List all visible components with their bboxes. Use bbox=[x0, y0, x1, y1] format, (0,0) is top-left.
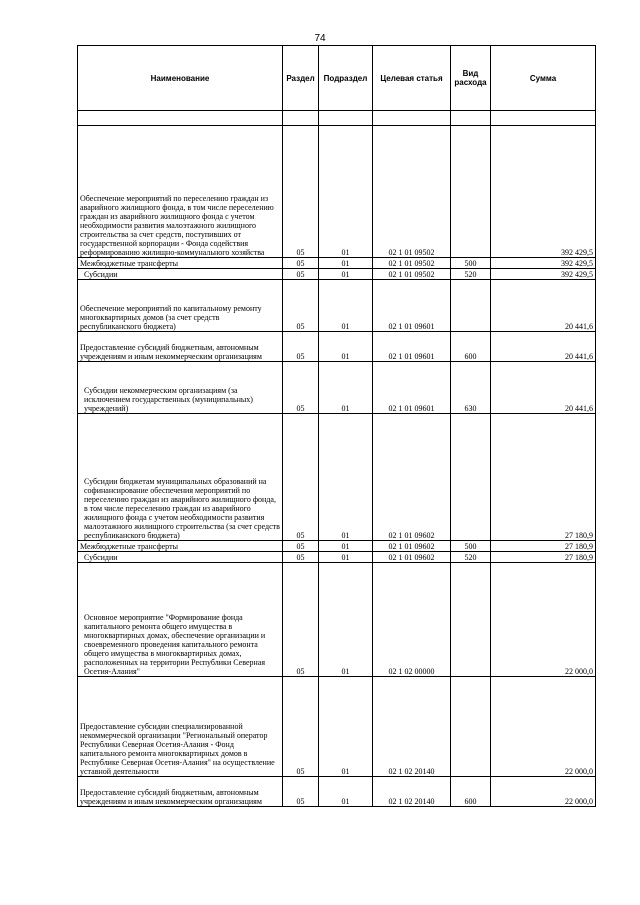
table-row bbox=[78, 541, 596, 552]
row-section-cell: 05 bbox=[283, 777, 319, 807]
row-name-cell: Межбюджетные трансферты bbox=[78, 541, 283, 552]
row-name-cell: Субсидии бюджетам муниципальных образований на софинансирование обеспечения мероприятий по переселению граждан из аварийного жилищного фонда, в том числе переселению граждан из аварийного жилищного фонда с учетом необходимости развития малоэтажного жилищного строительства (за счет средств республиканского бюджета) bbox=[78, 414, 283, 541]
row-expense-type-cell bbox=[451, 414, 491, 541]
header-spacer-row bbox=[78, 111, 596, 126]
header-subsection: Подраздел bbox=[319, 46, 373, 111]
row-amount-cell: 20 441,6 bbox=[491, 332, 596, 362]
row-subsection-cell: 01 bbox=[319, 541, 373, 552]
header-target: Целевая статья bbox=[373, 46, 451, 111]
row-target-cell: 02 1 02 00000 bbox=[373, 563, 451, 677]
row-amount-cell: 27 180,9 bbox=[491, 414, 596, 541]
row-amount-cell: 27 180,9 bbox=[491, 552, 596, 563]
row-subsection-cell: 01 bbox=[319, 563, 373, 677]
row-subsection-cell: 01 bbox=[319, 269, 373, 280]
table-row bbox=[78, 563, 596, 677]
row-expense-type-cell bbox=[451, 563, 491, 677]
row-name-cell: Предоставление субсидий бюджетным, автономным учреждениям и иным некоммерческим организациям bbox=[78, 777, 283, 807]
table-row bbox=[78, 552, 596, 563]
row-expense-type-cell bbox=[451, 280, 491, 332]
row-target-cell: 02 1 02 20140 bbox=[373, 677, 451, 777]
row-subsection-cell: 01 bbox=[319, 126, 373, 258]
header-name: Наименование bbox=[78, 46, 283, 111]
row-target-cell: 02 1 01 09601 bbox=[373, 332, 451, 362]
table-body bbox=[78, 126, 596, 807]
row-section-cell: 05 bbox=[283, 541, 319, 552]
row-target-cell: 02 1 01 09602 bbox=[373, 552, 451, 563]
table-row bbox=[78, 280, 596, 332]
table-row bbox=[78, 777, 596, 807]
header-amount: Сумма bbox=[491, 46, 596, 111]
row-subsection-cell: 01 bbox=[319, 414, 373, 541]
row-expense-type-cell: 500 bbox=[451, 258, 491, 269]
row-name-cell: Обеспечение мероприятий по капитальному ремонту многоквартирных домов (за счет средств республиканского бюджета) bbox=[78, 280, 283, 332]
row-target-cell: 02 1 01 09601 bbox=[373, 280, 451, 332]
row-section-cell: 05 bbox=[283, 362, 319, 414]
row-section-cell: 05 bbox=[283, 269, 319, 280]
row-name-cell: Предоставление субсидий бюджетным, автономным учреждениям и иным некоммерческим организациям bbox=[78, 332, 283, 362]
row-name-cell: Обеспечение мероприятий по переселению граждан из аварийного жилищного фонда, в том числе переселению граждан из аварийного жилищного фонда с учетом необходимости развития малоэтажного жилищного строительства за счет средств, поступивших от государственной корпорации - Фонда содействия реформированию жилищно-коммунального хозяйства bbox=[78, 126, 283, 258]
budget-table bbox=[77, 45, 596, 807]
row-section-cell: 05 bbox=[283, 677, 319, 777]
row-section-cell: 05 bbox=[283, 563, 319, 677]
row-subsection-cell: 01 bbox=[319, 777, 373, 807]
row-expense-type-cell: 600 bbox=[451, 777, 491, 807]
row-name-cell: Межбюджетные трансферты bbox=[78, 258, 283, 269]
row-section-cell: 05 bbox=[283, 280, 319, 332]
table-row bbox=[78, 126, 596, 258]
table-header-row bbox=[78, 46, 596, 111]
row-section-cell: 05 bbox=[283, 332, 319, 362]
row-name-cell: Субсидии bbox=[78, 269, 283, 280]
page-number: 74 bbox=[314, 33, 326, 44]
row-amount-cell: 20 441,6 bbox=[491, 280, 596, 332]
row-amount-cell: 20 441,6 bbox=[491, 362, 596, 414]
row-section-cell: 05 bbox=[283, 126, 319, 258]
table-row bbox=[78, 258, 596, 269]
row-amount-cell: 22 000,0 bbox=[491, 563, 596, 677]
row-subsection-cell: 01 bbox=[319, 280, 373, 332]
row-subsection-cell: 01 bbox=[319, 332, 373, 362]
row-amount-cell: 27 180,9 bbox=[491, 541, 596, 552]
row-amount-cell: 22 000,0 bbox=[491, 777, 596, 807]
row-name-cell: Предоставление субсидии специализированной некоммерческой организации "Региональный оператор Республики Северная Осетия-Алания - Фонд капитального ремонта многоквартирных домов в Республике Северная Осетия-Алания" на осуществление уставной деятельности bbox=[78, 677, 283, 777]
table-row bbox=[78, 414, 596, 541]
row-target-cell: 02 1 01 09502 bbox=[373, 269, 451, 280]
row-name-cell: Субсидии bbox=[78, 552, 283, 563]
row-amount-cell: 392 429,5 bbox=[491, 269, 596, 280]
row-expense-type-cell: 520 bbox=[451, 552, 491, 563]
row-target-cell: 02 1 02 20140 bbox=[373, 777, 451, 807]
row-amount-cell: 392 429,5 bbox=[491, 126, 596, 258]
row-subsection-cell: 01 bbox=[319, 362, 373, 414]
row-subsection-cell: 01 bbox=[319, 552, 373, 563]
row-amount-cell: 392 429,5 bbox=[491, 258, 596, 269]
row-section-cell: 05 bbox=[283, 258, 319, 269]
row-expense-type-cell bbox=[451, 126, 491, 258]
row-subsection-cell: 01 bbox=[319, 677, 373, 777]
table-row bbox=[78, 362, 596, 414]
table-row bbox=[78, 677, 596, 777]
row-target-cell: 02 1 01 09502 bbox=[373, 126, 451, 258]
header-expense-type: Вид расхода bbox=[451, 46, 491, 111]
row-expense-type-cell: 500 bbox=[451, 541, 491, 552]
row-expense-type-cell: 520 bbox=[451, 269, 491, 280]
row-section-cell: 05 bbox=[283, 414, 319, 541]
row-target-cell: 02 1 01 09602 bbox=[373, 414, 451, 541]
row-expense-type-cell bbox=[451, 677, 491, 777]
row-target-cell: 02 1 01 09601 bbox=[373, 362, 451, 414]
row-name-cell: Основное мероприятие "Формирование фонда капитального ремонта общего имущества в многоквартирных домах, обеспечение организации и своевременного проведения капитального ремонта общего имущества в многоквартирных домах, расположенных на территории Республики Северная Осетия-Алания" bbox=[78, 563, 283, 677]
row-target-cell: 02 1 01 09502 bbox=[373, 258, 451, 269]
row-expense-type-cell: 600 bbox=[451, 332, 491, 362]
row-name-cell: Субсидии некоммерческим организациям (за исключением государственных (муниципальных) учреждений) bbox=[78, 362, 283, 414]
row-section-cell: 05 bbox=[283, 552, 319, 563]
row-amount-cell: 22 000,0 bbox=[491, 677, 596, 777]
table-row bbox=[78, 269, 596, 280]
row-expense-type-cell: 630 bbox=[451, 362, 491, 414]
header-section: Раздел bbox=[283, 46, 319, 111]
row-subsection-cell: 01 bbox=[319, 258, 373, 269]
row-target-cell: 02 1 01 09602 bbox=[373, 541, 451, 552]
table-row bbox=[78, 332, 596, 362]
